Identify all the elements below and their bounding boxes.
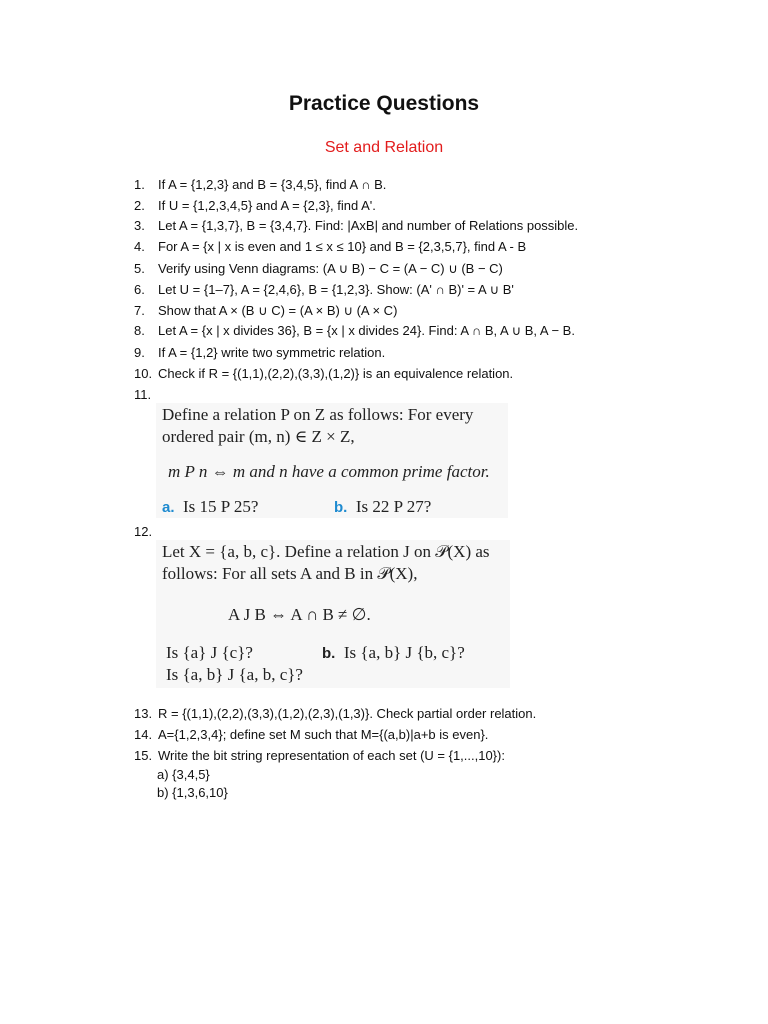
excerpt-line: Define a relation P on Z as follows: For every (162, 405, 474, 424)
question-12 (134, 523, 152, 541)
question-text: A={1,2,3,4}; define set M such that M={(a,b)|a+b is even}. (158, 727, 489, 742)
question-text: Verify using Venn diagrams: (A ∪ B) − C = (A − C) ∪ (B − C) (158, 261, 503, 276)
question-number: 5. (134, 261, 145, 276)
question-number: 15. (134, 748, 153, 763)
textbook-excerpt-12 (156, 540, 510, 688)
question-number: 8. (134, 323, 145, 338)
question-text: If A = {1,2,3} and B = {3,4,5}, find A ∩ B. (158, 177, 387, 192)
question-number: 13. (134, 706, 153, 721)
question-13 (134, 705, 536, 723)
question-9 (134, 344, 385, 362)
question-11 (134, 386, 151, 404)
question-number: 14. (134, 727, 153, 742)
part-b (334, 497, 431, 517)
question-number: 12. (134, 524, 153, 539)
question-text: Write the bit string representation of each set (U = {1,...,10}): (158, 748, 505, 763)
question-7 (134, 302, 397, 320)
question-14 (134, 726, 488, 744)
question-text: If U = {1,2,3,4,5} and A = {2,3}, find A'. (158, 198, 376, 213)
part-label: b. (322, 645, 336, 662)
question-text: Let U = {1–7}, A = {2,4,6}, B = {1,2,3}. Show: (A' ∩ B)' = A ∪ B' (158, 282, 514, 297)
question-number: 11. (134, 387, 152, 402)
q15-part-a: a) {3,4,5} (157, 767, 210, 782)
question-number: 2. (134, 198, 145, 213)
question-text: If A = {1,2} write two symmetric relation. (158, 345, 386, 360)
question-2 (134, 197, 376, 215)
question-text: Show that A × (B ∪ C) = (A × B) ∪ (A × C) (158, 303, 398, 318)
question-number: 3. (134, 218, 145, 233)
question-1 (134, 176, 386, 194)
page-subtitle: Set and Relation (324, 139, 444, 156)
question-text: Let A = {1,3,7}, B = {3,4,7}. Find: |AxB| and number of Relations possible. (158, 218, 579, 233)
question-number: 9. (134, 345, 145, 360)
relation-definition: A J B ⇔ A ∩ B ≠ ∅. (228, 605, 371, 624)
question-3 (134, 217, 578, 235)
question-5 (134, 260, 503, 278)
part-label: a. (162, 499, 175, 516)
question-6 (134, 281, 514, 299)
page-title: Practice Questions (288, 92, 480, 115)
excerpt-line: ordered pair (m, n) ∈ Z × Z, (162, 427, 355, 446)
question-15 (134, 747, 505, 765)
part-label: b. (334, 499, 348, 516)
question-text: For A = {x | x is even and 1 ≤ x ≤ 10} and B = {2,3,5,7}, find A - B (158, 239, 527, 254)
q15-part-b: b) {1,3,6,10} (157, 785, 228, 800)
question-number: 7. (134, 303, 145, 318)
part-a: Is {a} J {c}? (166, 643, 253, 662)
excerpt-line: follows: For all sets A and B in 𝒫(X), (162, 564, 418, 583)
question-text: R = {(1,1),(2,2),(3,3),(1,2),(2,3),(1,3)}. Check partial order relation. (158, 706, 537, 721)
question-number: 10. (134, 366, 153, 381)
excerpt-line: Let X = {a, b, c}. Define a relation J on 𝒫(X) as (162, 542, 490, 561)
question-number: 4. (134, 239, 145, 254)
part-text: Is 15 P 25? (183, 497, 259, 516)
part-c: Is {a, b} J {a, b, c}? (166, 665, 303, 684)
part-text: Is 22 P 27? (355, 497, 432, 516)
part-text: Is {a, b} J {b, c}? (343, 643, 465, 662)
textbook-excerpt-11 (156, 403, 508, 518)
question-number: 1. (134, 177, 145, 192)
question-number: 6. (134, 282, 145, 297)
part-b (322, 643, 465, 663)
question-text: Let A = {x | x divides 36}, B = {x | x divides 24}. Find: A ∩ B, A ∪ B, A − B. (158, 323, 575, 338)
question-text: Check if R = {(1,1),(2,2),(3,3),(1,2)} is an equivalence relation. (158, 366, 514, 381)
question-4 (134, 238, 526, 256)
question-10 (134, 365, 513, 383)
relation-definition: m P n ⇔ m and n have a common prime factor. (168, 462, 490, 481)
part-a (162, 497, 258, 517)
question-8 (134, 322, 575, 340)
